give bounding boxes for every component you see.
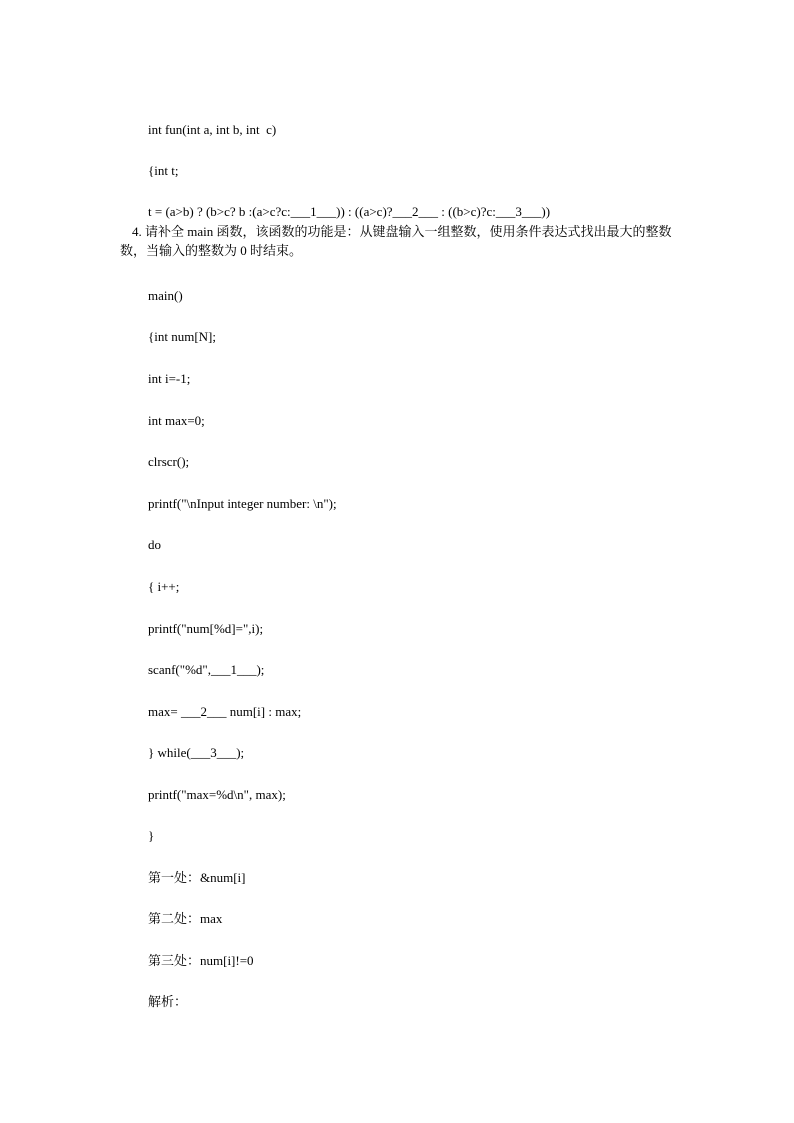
answer-third: 第三处：num[i]!=0	[148, 953, 254, 968]
code-line: int max=0;	[148, 413, 205, 428]
code-line-ternary: t = (a>b) ? (b>c? b :(a>c?c:___1___)) : ((a>c)?___2___ : ((b>c)?c:___3___))	[148, 204, 551, 219]
question-4-body: 4. 请补全 main 函数，该函数的功能是：从键盘输入一组整数，使用条件表达式找出最大的整数数，当输入的整数为 0 时结束。	[120, 224, 672, 258]
code-line: {int num[N];	[148, 329, 216, 344]
code-line-fun-signature: int fun(int a, int b, int c)	[148, 122, 277, 137]
question-4-text	[120, 222, 680, 260]
code-line: scanf("%d",___1___);	[148, 662, 265, 677]
code-line: printf("\nInput integer number: \n");	[148, 496, 337, 511]
answer-first: 第一处：&num[i]	[148, 870, 246, 885]
code-line: main()	[148, 288, 183, 303]
code-line: max= ___2___ num[i] : max;	[148, 704, 302, 719]
code-line: int i=-1;	[148, 371, 191, 386]
answer-second: 第二处：max	[148, 911, 223, 926]
code-line: printf("num[%d]=",i);	[148, 621, 264, 636]
code-line: printf("max=%d\n", max);	[148, 787, 286, 802]
code-line: }	[148, 828, 155, 843]
code-line: } while(___3___);	[148, 745, 245, 760]
code-line: do	[148, 537, 161, 552]
analysis-label: 解析：	[148, 994, 188, 1009]
code-line: clrscr();	[148, 454, 190, 469]
code-line-int-t: {int t;	[148, 163, 179, 178]
code-line: { i++;	[148, 579, 180, 594]
